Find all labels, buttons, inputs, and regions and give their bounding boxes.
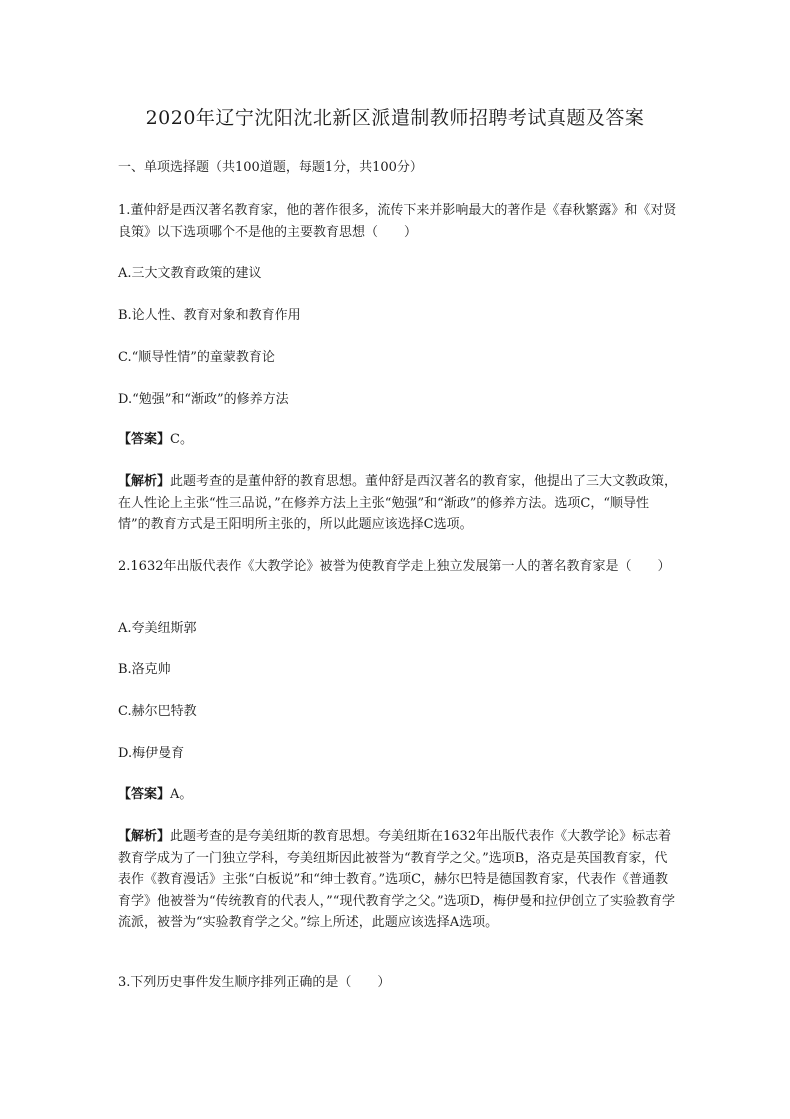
question-2-option-b: B.洛克帅	[118, 662, 171, 677]
question-1-option-a: A.三大文教育政策的建议	[118, 266, 262, 281]
question-1-option-c: C.“顺导性情”的童蒙教育论	[118, 350, 275, 365]
question-1-option-b: B.论人性、教育对象和教育作用	[118, 308, 301, 323]
document-title: 2020年辽宁沈阳沈北新区派遣制教师招聘考试真题及答案	[145, 107, 645, 129]
question-1-analysis	[118, 471, 678, 536]
answer-value: C。	[170, 432, 193, 447]
analysis-label: 【解析】	[118, 474, 171, 489]
question-2-option-a: A.夸美纽斯郭	[118, 621, 197, 636]
question-2-option-d: D.梅伊曼育	[118, 746, 185, 761]
question-2-analysis	[118, 826, 678, 934]
question-1-answer	[118, 429, 678, 451]
question-2-option-c: C.赫尔巴特教	[118, 704, 197, 719]
question-2-answer	[118, 784, 678, 806]
analysis-text: 此题考查的是夸美纽斯的教育思想。夸美纽斯在1632年出版代表作《大教学论》标志着教育学成为了一门独立学科，夸美纽斯因此被誉为“教育学之父。”选项B，洛克是英国教育家，代表作《教育漫话》主张“白板说”和“绅士教育。”选项C，赫尔巴特是德国教育家，代表作《普通教育学》他被誉为“传统教育的代表人，”“现代教育学之父。”选项D，梅伊曼和拉伊创立了实验教育学流派，被誉为“实验教育学之父。”综上所述，此题应该选择A选项。	[118, 829, 676, 930]
question-2-stem: 2.1632年出版代表作《大教学论》被誉为使教育学走上独立发展第一人的著名教育家是（ ）	[118, 559, 671, 574]
question-1-option-d: D.“勉强”和“渐政”的修养方法	[118, 392, 289, 407]
question-1-stem: 1.董仲舒是西汉著名教育家，他的著作很多，流传下来并影响最大的著作是《春秋繁露》和《对贤良策》以下选项哪个不是他的主要教育思想（ ）	[118, 203, 677, 240]
analysis-label: 【解析】	[118, 829, 171, 844]
answer-value: A。	[170, 787, 193, 802]
answer-label: 【答案】	[118, 787, 171, 802]
analysis-text: 此题考查的是董仲舒的教育思想。董仲舒是西汉著名的教育家，他提出了三大文教政策，在人性论上主张“性三品说，”在修养方法上主张“勉强”和“渐政”的修养方法。选项C，“顺导性情”的教育方式是王阳明所主张的，所以此题应该选择C选项。	[118, 474, 678, 532]
section-heading: 一、单项选择题（共100道题，每题1分，共100分）	[118, 160, 423, 175]
question-3-stem: 3.下列历史事件发生顺序排列正确的是（ ）	[118, 975, 391, 990]
answer-label: 【答案】	[118, 432, 171, 447]
